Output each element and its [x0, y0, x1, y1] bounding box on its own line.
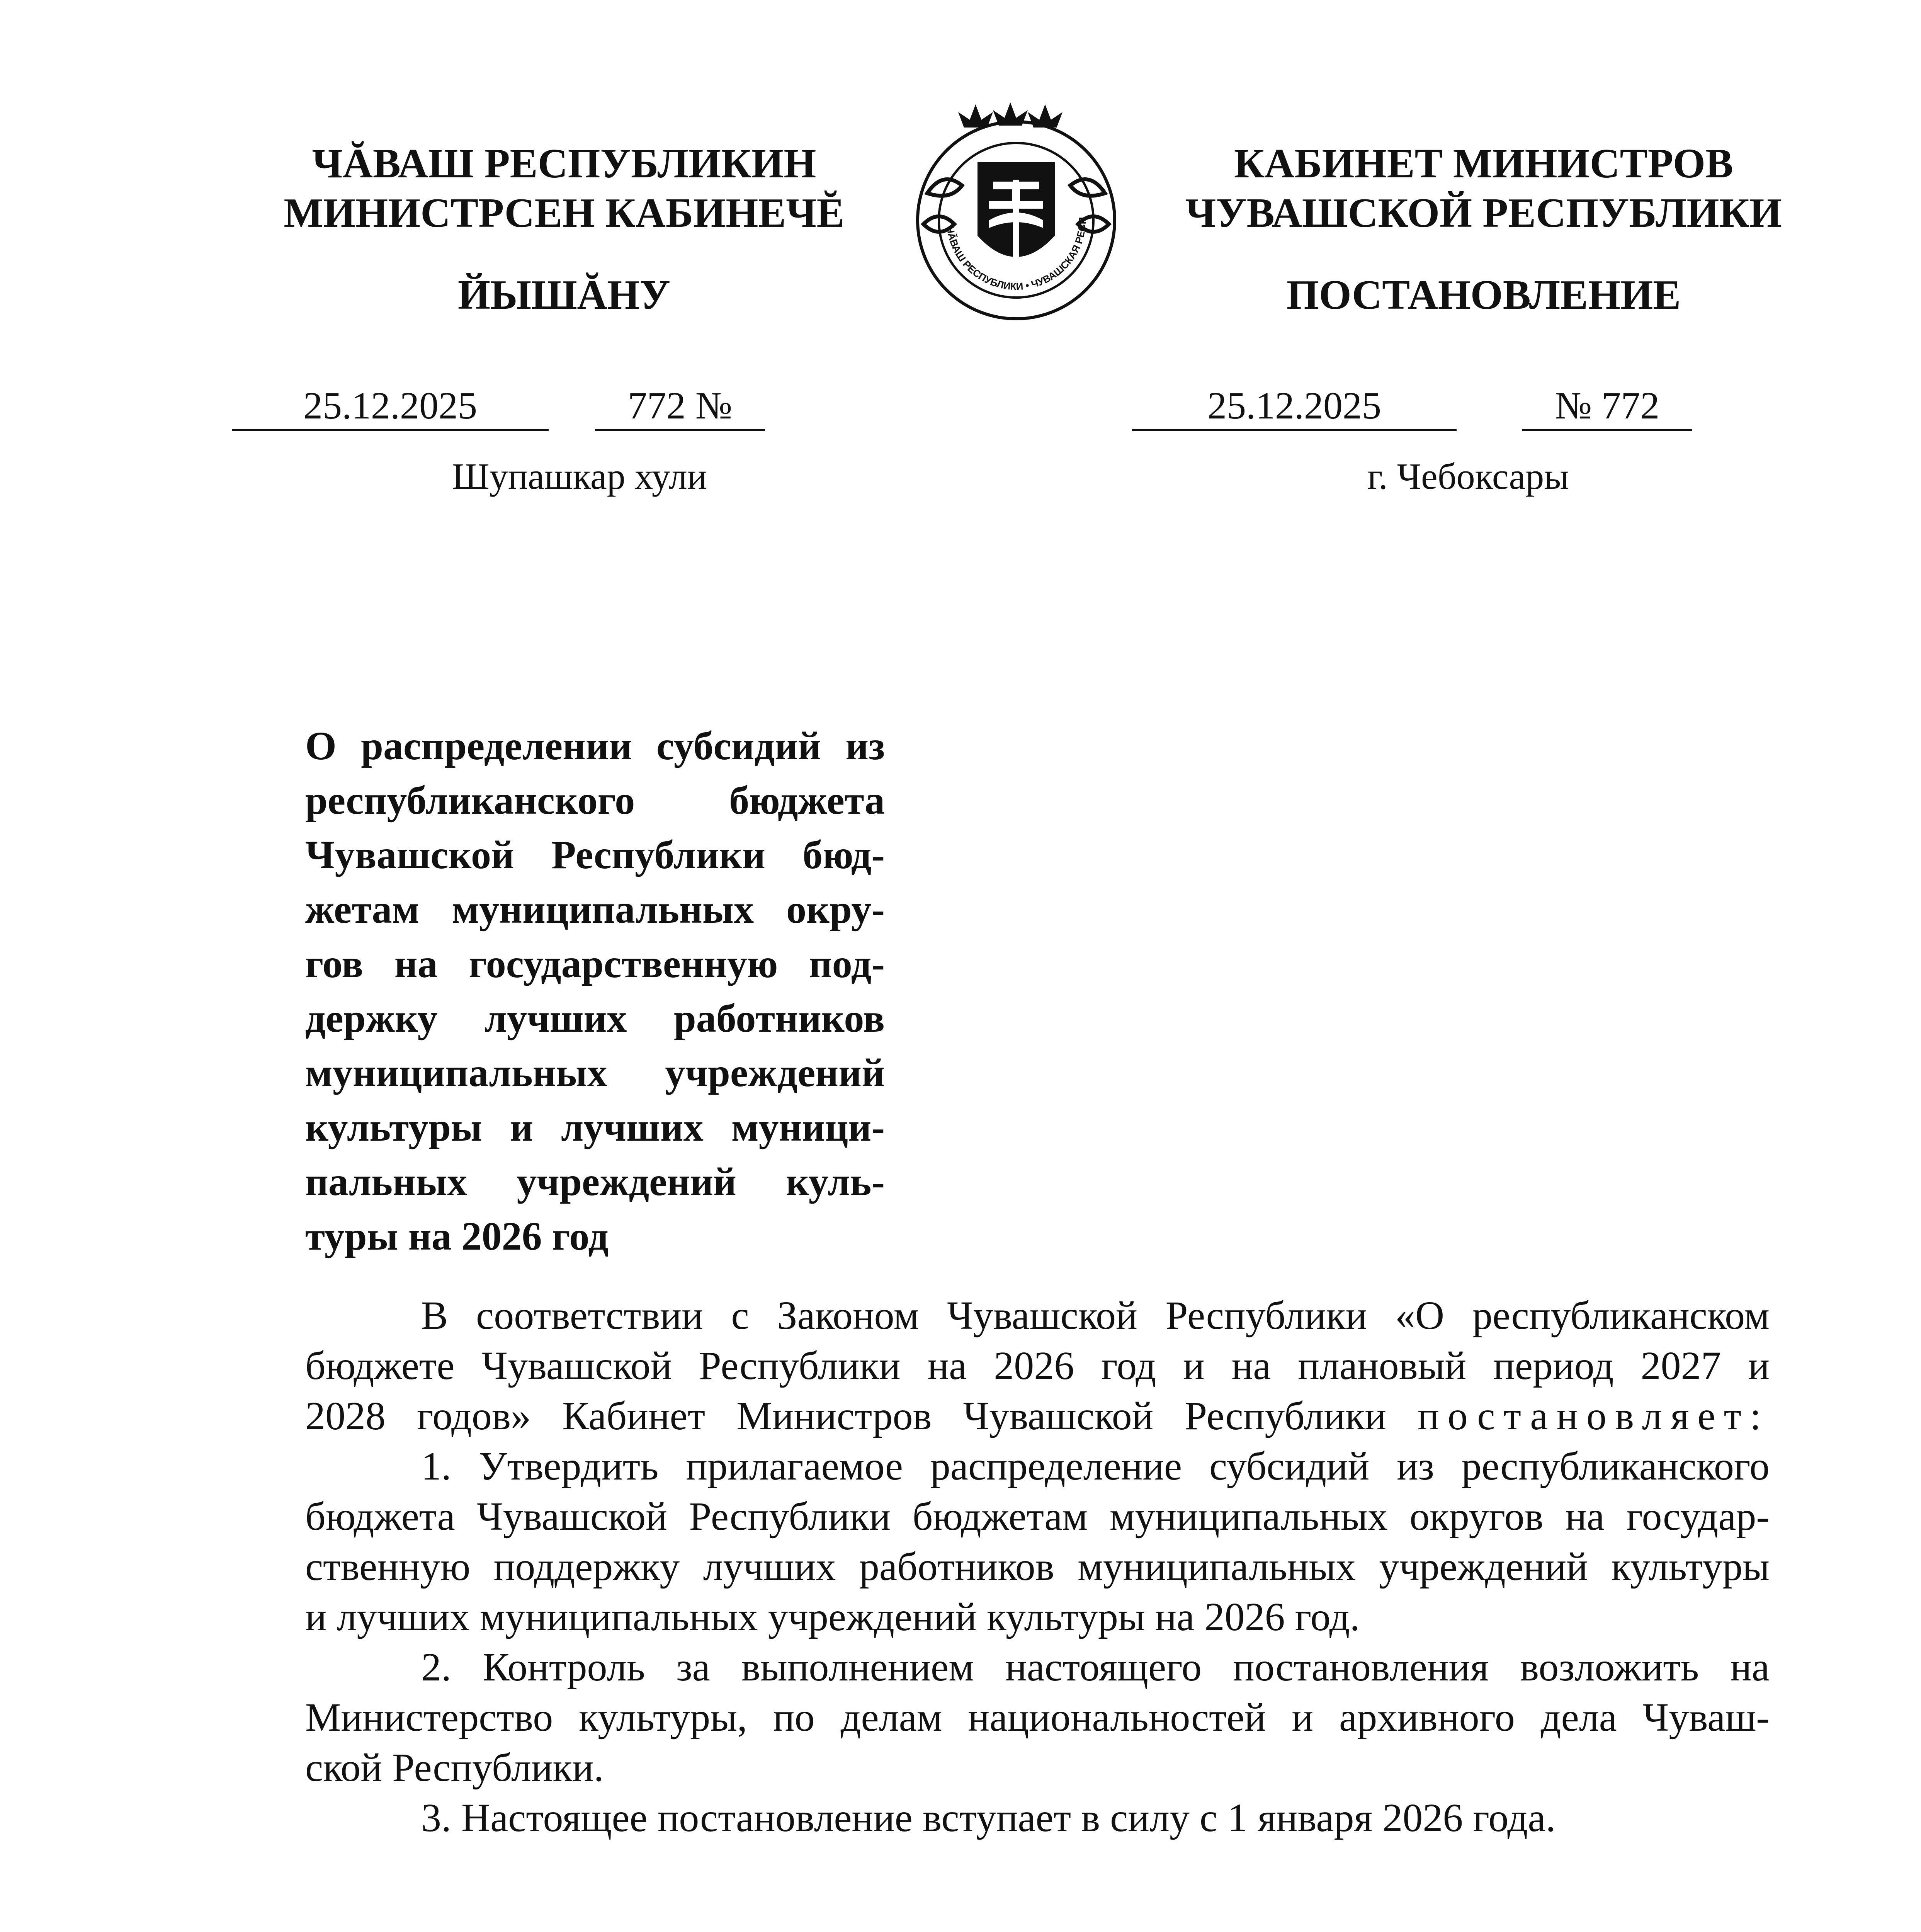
item-2-line: Министерство культуры, по делам национальностей и архивного дела Чуваш-	[305, 1695, 1770, 1740]
document-body	[305, 1291, 1770, 1843]
coat-of-arms-icon	[900, 97, 1132, 328]
intro-paragraph-line: бюджете Чувашской Республики на 2026 год и на плановый период 2027 и	[305, 1344, 1770, 1388]
item-3-line: 3. Настоящее постановление вступает в силу с 1 января 2026 года.	[421, 1796, 1556, 1840]
title-line: держку лучших работников	[305, 996, 885, 1041]
org-name-chuvash	[216, 139, 912, 238]
city-russian: г. Чебоксары	[1367, 456, 1569, 497]
org-name-chuvash-line1: ЧĂВАШ РЕСПУБЛИКИН	[312, 141, 816, 187]
org-name-russian	[1120, 139, 1847, 238]
title-line: О распределении субсидий из	[305, 724, 885, 768]
intro-paragraph-line	[305, 1391, 1770, 1441]
title-line: муниципальных учреждений	[305, 1051, 885, 1095]
intro-paragraph-line: В соответствии с Законом Чувашской Республики «О республиканском	[421, 1293, 1770, 1338]
doc-type-chuvash: ЙЫШĂНУ	[458, 272, 670, 318]
number-field-left: 772 №	[595, 383, 765, 431]
date-field-left: 25.12.2025	[232, 383, 549, 431]
doc-type-russian: ПОСТАНОВЛЕНИЕ	[1286, 272, 1681, 318]
item-1-line: бюджета Чувашской Республики бюджетам муниципальных округов на государ-	[305, 1494, 1770, 1539]
number-field-right: № 772	[1522, 383, 1692, 431]
date-field-right: 25.12.2025	[1132, 383, 1457, 431]
title-line: Чувашской Республики бюд-	[305, 833, 885, 877]
org-name-russian-line2: ЧУВАШСКОЙ РЕСПУБЛИКИ	[1185, 190, 1782, 236]
item-1-line: и лучших муниципальных учреждений культуры на 2026 год.	[305, 1595, 1360, 1639]
item-1-line: 1. Утвердить прилагаемое распределение субсидий из республиканского	[421, 1444, 1770, 1488]
document-title	[305, 719, 885, 1264]
org-name-chuvash-line2: МИНИСТРСЕН КАБИНЕЧĔ	[284, 190, 845, 236]
title-line: пальных учреждений куль-	[305, 1160, 885, 1204]
coat-of-arms-emblem	[900, 97, 1132, 328]
title-line: жетам муниципальных окру-	[305, 887, 885, 932]
emblem-ring-text: ЧĂВАШ РЕСПУБЛИКИ • ЧУВАШСКАЯ РЕСП	[944, 217, 1088, 293]
title-line: гов на государственную под-	[305, 942, 885, 986]
title-line: культуры и лучших муници-	[305, 1105, 885, 1150]
resolves-word: постановляет:	[1418, 1394, 1770, 1438]
item-2-line: 2. Контроль за выполнением настоящего постановления возложить на	[421, 1645, 1770, 1689]
item-2-line: ской Республики.	[305, 1745, 604, 1790]
item-1-line: ственную поддержку лучших работников муниципальных учреждений культуры	[305, 1544, 1770, 1589]
intro-text: 2028 годов» Кабинет Министров Чувашской Республики	[305, 1394, 1387, 1438]
city-chuvash: Шупашкар хули	[452, 456, 707, 497]
title-line: республиканского бюджета	[305, 778, 885, 823]
org-name-russian-line1: КАБИНЕТ МИНИСТРОВ	[1234, 141, 1734, 187]
title-line: туры на 2026 год	[305, 1214, 609, 1259]
